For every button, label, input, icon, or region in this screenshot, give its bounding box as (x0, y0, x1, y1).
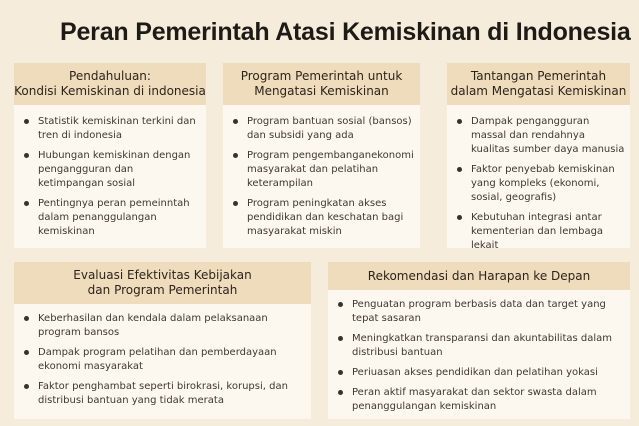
card-heading-line: Evaluasi Efektivitas Kebijakan (73, 268, 252, 282)
list-item: Pentingnya peran pemeinntah dalam penanggulangan kemiskinan (22, 197, 200, 239)
list-item: Periuasan akses pendidikan dan pelatihan yokasi (336, 366, 624, 380)
bullet-list (14, 105, 206, 239)
card-heading-line: Program Pemerintah untuk (240, 69, 403, 83)
list-item: Peran aktif masyarakat dan sektor swasta dalam penanggulangan kemiskinan (336, 386, 624, 414)
page-title: Peran Pemerintah Atasi Kemiskinan di Indonesia (60, 18, 631, 46)
card-tantangan (447, 63, 630, 251)
card-heading-line: dan Program Pemerintah (87, 283, 238, 297)
list-item: Penguatan program berbasis data dan target yang tepat sasaran (336, 298, 624, 326)
card-evaluasi (14, 262, 311, 419)
list-item: Keberhasilan dan kendala dalam pelaksanaan program bansos (22, 312, 305, 340)
card-heading-line: Kondisi Kemiskinan di indonesia (14, 84, 206, 98)
card-heading (328, 262, 630, 290)
card-heading-line: Tantangan Pemerintah (470, 69, 607, 83)
card-heading-line: Rekomendasi dan Harapan ke Depan (367, 268, 591, 283)
bullet-list (328, 290, 630, 414)
list-item: Kebutuhan integrasi antar kementerian dan lembaga lekait (455, 211, 626, 253)
list-item: Program bantuan sosial (bansos) dan subsidi yang ada (231, 115, 414, 143)
card-heading-line: dalam Mengatasi Kemiskinan (450, 84, 627, 98)
list-item: Program pengembanganekonomi masyarakat dan pelatihan keterampilan (231, 149, 414, 191)
bullet-list (447, 105, 630, 253)
card-heading (14, 262, 311, 304)
list-item: Statistik kemiskinan terkini dan tren di indonesia (22, 115, 200, 143)
card-heading-line: Mengatasi Kemiskinan (254, 84, 389, 98)
card-heading-line: Pendahuluan: (69, 69, 151, 83)
bullet-list (14, 304, 311, 408)
list-item: Hubungan kemiskinan dengan pengangguran dan ketimpangan sosial (22, 149, 200, 191)
card-pendahuluan (14, 63, 206, 248)
card-program-pemerintah (223, 63, 420, 248)
card-heading (447, 63, 630, 105)
card-rekomendasi (328, 262, 630, 419)
list-item: Program peningkatan akses pendidikan dan keschatan bagi masyarakat miskin (231, 197, 414, 239)
card-heading (223, 63, 420, 105)
list-item: Meningkatkan transparansi dan akuntabilitas dalam distribusi bantuan (336, 332, 624, 360)
list-item: Faktor penghambat seperti birokrasi, korupsi, dan distribusi bantuan yang tidak merata (22, 380, 305, 408)
card-heading (14, 63, 206, 105)
list-item: Dampak pengangguran massal dan rendahnya kualitas sumber daya manusia (455, 115, 626, 157)
list-item: Faktor penyebab kemiskinan yang kompleks (ekonomi, sosial, geografis) (455, 163, 626, 205)
bullet-list (223, 105, 420, 239)
list-item: Dampak program pelatihan dan pemberdayaan ekonomi masyarakat (22, 346, 305, 374)
